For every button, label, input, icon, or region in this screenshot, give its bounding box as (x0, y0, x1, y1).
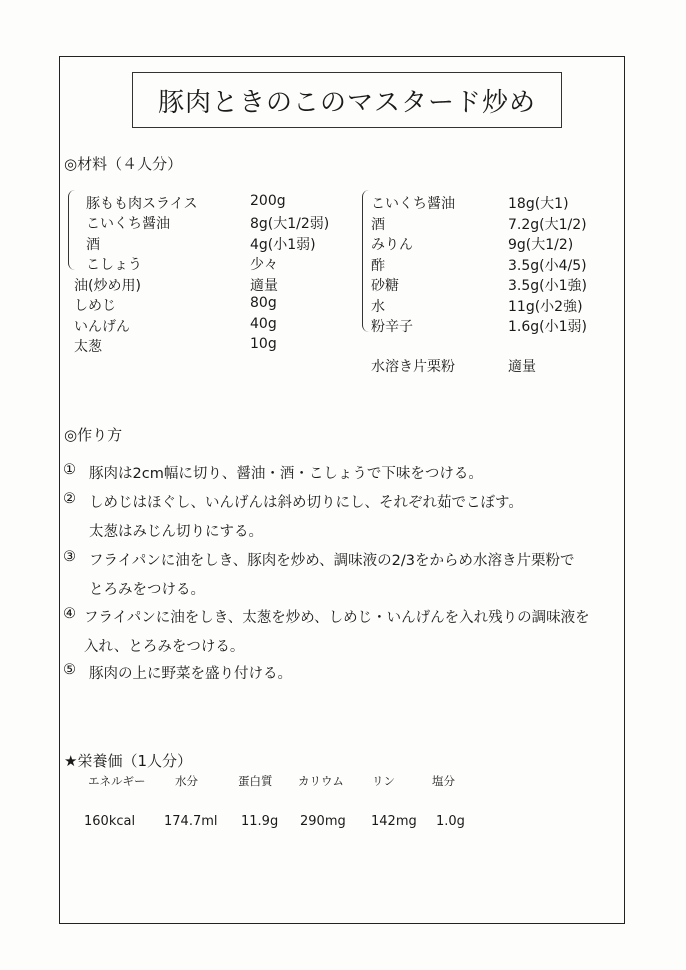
ingredient-name: 酒 (371, 216, 385, 233)
step-text: 入れ、とろみをつける。 (84, 639, 245, 655)
ingredients-heading: ◎材料（４人分） (64, 155, 183, 173)
ingredient-amount: 18g(大1) (508, 196, 569, 212)
ingredient-name: 酒 (86, 237, 100, 253)
nutrient-value: 160kcal (84, 814, 136, 829)
ingredient-amount: 80g (250, 295, 277, 311)
ingredient-amount: 適量 (508, 359, 536, 375)
ingredient-name: 砂糖 (371, 278, 399, 294)
nutrient-label: リン (372, 774, 395, 788)
ingredient-amount: 1.6g(小1弱) (508, 319, 587, 335)
ingredient-amount: 適量 (250, 278, 278, 294)
nutrient-label: カリウム (298, 774, 344, 788)
step-number: ② (63, 491, 76, 507)
nutrient-label: 塩分 (432, 774, 455, 788)
method-heading: ◎作り方 (64, 426, 123, 444)
ingredient-amount: 8g(大1/2弱) (250, 216, 330, 232)
nutrient-value: 1.0g (436, 814, 465, 829)
step-text: しめじはほぐし、いんげんは斜め切りにし、それぞれ茹でこぼす。 (89, 495, 523, 511)
ingredient-amount: 3.5g(小1強) (508, 278, 587, 294)
step-text: 太葱はみじん切りにする。 (89, 524, 263, 540)
step-text: 豚肉の上に野菜を盛り付ける。 (89, 666, 292, 682)
ingredients-left-brace (68, 190, 75, 270)
step-text: とろみをつける。 (89, 582, 205, 598)
page-border (59, 56, 625, 924)
step-number: ④ (63, 606, 76, 622)
nutrition-heading: ★栄養価（1人分） (64, 752, 192, 770)
ingredient-name: いんげん (74, 319, 130, 335)
ingredient-amount: 9g(大1/2) (508, 237, 574, 253)
nutrient-label: エネルギー (88, 774, 146, 788)
ingredient-amount: 10g (250, 336, 277, 352)
ingredient-name: 酢 (371, 257, 385, 274)
ingredient-name: 太葱 (74, 339, 102, 355)
ingredient-amount: 40g (250, 316, 277, 332)
ingredient-name: こいくち醤油 (86, 216, 170, 232)
ingredient-amount: 4g(小1弱) (250, 237, 316, 253)
step-text: フライパンに油をしき、豚肉を炒め、調味液の2/3をからめ水溶き片栗粉で (89, 553, 575, 569)
ingredient-amount: 11g(小2強) (508, 298, 583, 315)
sauce-brace (362, 190, 369, 332)
nutrient-label: 水分 (175, 774, 198, 788)
ingredient-name: こしょう (86, 257, 142, 273)
step-number: ⑤ (63, 662, 76, 678)
recipe-title: 豚肉ときのこのマスタード炒め (132, 72, 562, 128)
nutrient-value: 290mg (300, 814, 346, 829)
nutrient-label: 蛋白質 (238, 774, 273, 788)
step-text: フライパンに油をしき、太葱を炒め、しめじ・いんげんを入れ残りの調味液を (84, 610, 590, 626)
nutrient-value: 174.7ml (164, 814, 218, 829)
ingredient-amount: 200g (250, 193, 286, 209)
ingredient-amount: 少々 (250, 257, 278, 273)
step-number: ① (63, 462, 76, 478)
ingredient-name: 粉辛子 (371, 319, 413, 335)
ingredient-amount: 7.2g(大1/2) (508, 216, 587, 233)
ingredient-name: 水溶き片栗粉 (371, 359, 455, 375)
ingredient-name: こいくち醤油 (371, 196, 455, 212)
step-number: ③ (63, 549, 76, 565)
nutrient-value: 142mg (371, 814, 417, 829)
step-text: 豚肉は2cm幅に切り、醤油・酒・こしょうで下味をつける。 (89, 466, 483, 482)
ingredient-name: しめじ (74, 298, 116, 314)
ingredient-amount: 3.5g(小4/5) (508, 257, 587, 274)
ingredient-name: 豚もも肉スライス (86, 196, 198, 212)
ingredient-name: 油(炒め用) (74, 278, 141, 294)
nutrient-value: 11.9g (241, 814, 279, 829)
ingredient-name: みりん (371, 237, 413, 253)
ingredient-name: 水 (371, 298, 385, 315)
